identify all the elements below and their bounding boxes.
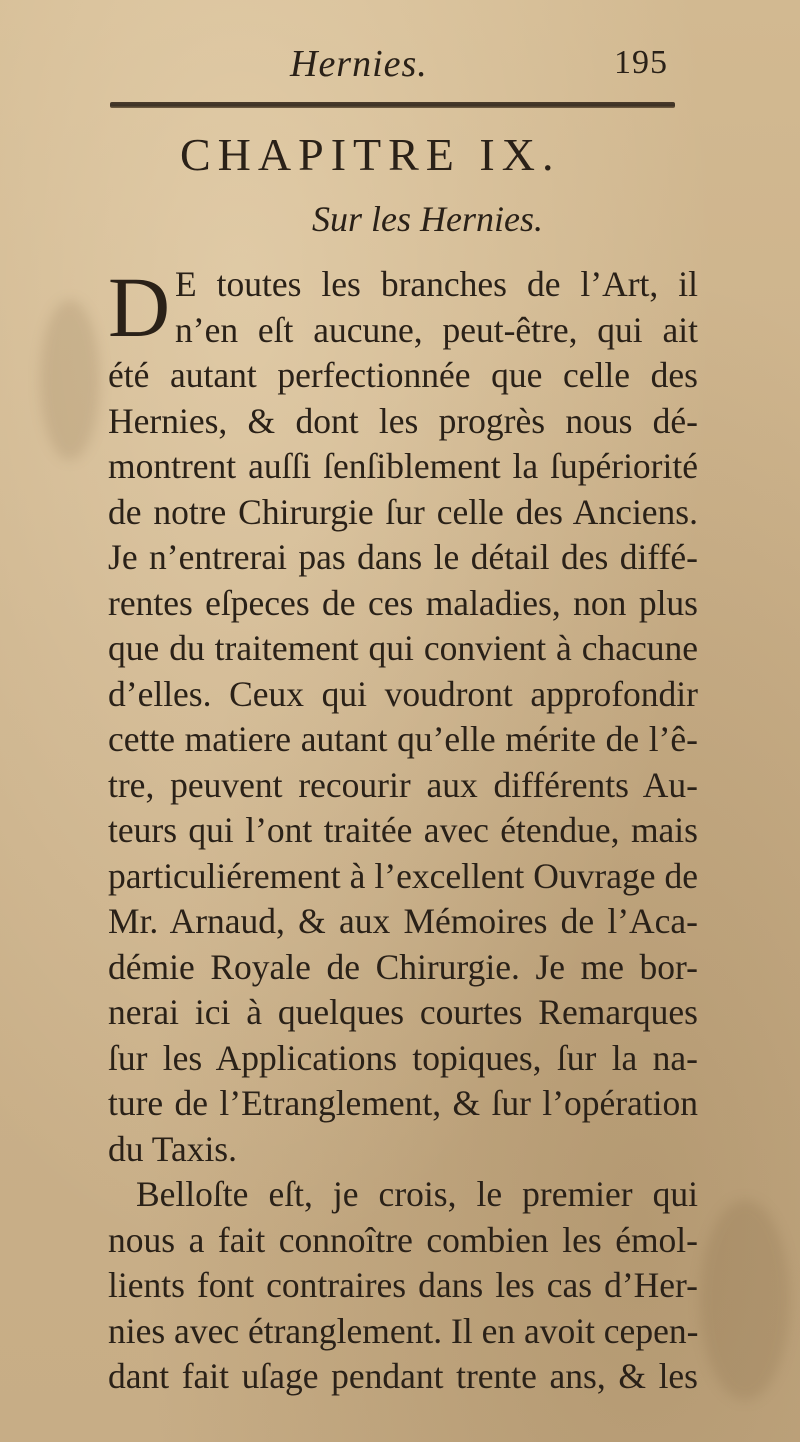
body-text [108,259,699,1400]
text-line: montrent auſſi ſenſiblement la ſupériorité [108,446,698,486]
running-title: Hernies. [290,43,428,85]
text-line: de notre Chirurgie ſur celle des Anciens. [108,491,698,532]
text-line: Mr. Arnaud, & aux Mémoires de l’Aca- [108,901,698,941]
text-line: nous a fait connoître combien les émol- [108,1219,698,1260]
text-line: teurs qui l’ont traitée avec étendue, mais [108,810,698,850]
text-line: ſur les Applications topiques, ſur la na- [108,1037,698,1078]
text-line: nerai ici à quelques courtes Remarques [108,992,698,1032]
drop-cap: D [108,259,171,355]
text-line: Hernies, & dont les progrès nous dé- [108,400,698,441]
text-line: tre, peuvent recourir aux différents Au- [108,764,698,805]
text-line: ture de l’Etranglement, & ſur l’opération [108,1083,698,1123]
text-line: nies avec étranglement. Il en avoit cepen- [108,1310,699,1351]
text-line: d’elles. Ceux qui voudront approfondir [108,673,698,714]
text-line: E toutes les branches de l’Art, il [175,264,698,304]
text-line: démie Royale de Chirurgie. Je me bor- [108,946,698,987]
text-line: Je n’entrerai pas dans le détail des diffé- [108,537,698,577]
chapter-subtitle: Sur les Hernies. [312,199,543,239]
text-line: du Taxis. [108,1128,237,1169]
page-number: 195 [614,44,668,81]
text-line: que du traitement qui convient à chacune [108,628,698,668]
text-line: lients font contraires dans les cas d’Her- [108,1265,698,1305]
text-line: n’en eſt aucune, peut-être, qui ait [175,309,698,350]
text-line: cette matiere autant qu’elle mérite de l’ê- [108,719,698,759]
chapter-heading: CHAPITRE IX. [180,129,561,180]
text-line: Belloſte eſt, je crois, le premier qui [136,1174,698,1214]
header-rule [110,102,675,108]
text-line: dant fait uſage pendant trente ans, & les [108,1356,698,1396]
paper-stain [40,300,100,460]
page-header [0,42,800,92]
text-line: rentes eſpeces de ces maladies, non plus [108,582,698,623]
text-line: été autant perfectionnée que celle des [108,355,698,395]
text-line: particuliérement à l’excellent Ouvrage de [108,855,698,896]
paper-stain [700,1200,790,1400]
